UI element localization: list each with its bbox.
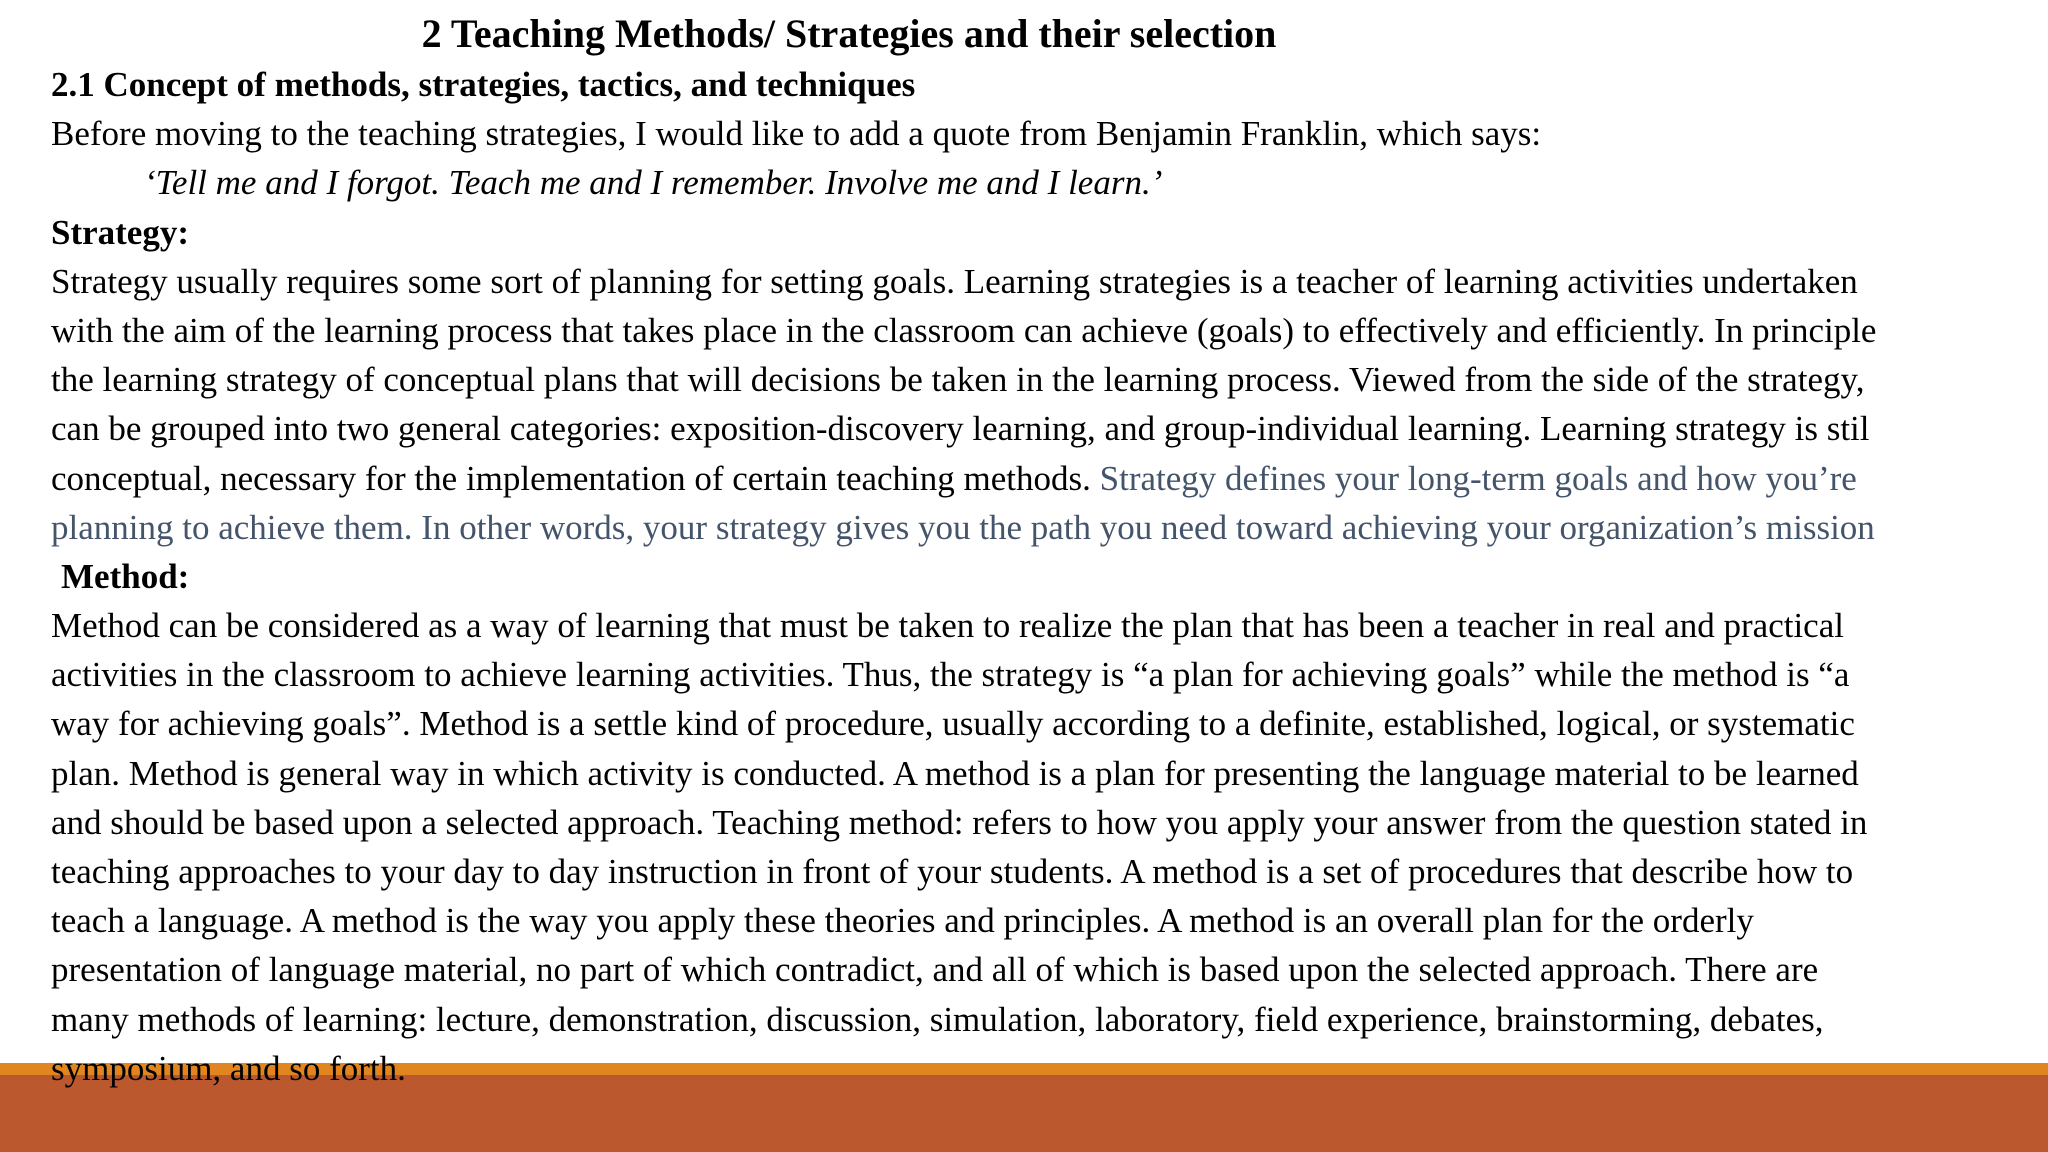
method-line: symposium, and so forth. [51, 1048, 406, 1088]
strategy-line: can be grouped into two general categories: exposition-discovery learning, and group-individual learning. Learning strategy is stil [51, 409, 1870, 449]
method-line: teach a language. A method is the way you apply these theories and principles. A method is an overall plan for the orderly [51, 901, 1754, 941]
method-line: and should be based upon a selected approach. Teaching method: refers to how you apply your answer from the question stated in [51, 802, 1868, 842]
strategy-line: the learning strategy of conceptual plans that will decisions be taken in the learning process. Viewed from the side of the strategy, [51, 360, 1865, 400]
strategy-line-muted: planning to achieve them. In other words, your strategy gives you the path you need toward achieving your organization’s mission [51, 507, 1875, 547]
method-line: activities in the classroom to achieve learning activities. Thus, the strategy is “a plan for achieving goals” while the method is “a [51, 655, 1850, 695]
slide-title: 2 Teaching Methods/ Strategies and their selection [421, 11, 1277, 56]
strategy-heading: Strategy: [51, 212, 190, 252]
method-line: plan. Method is general way in which activity is conducted. A method is a plan for presenting the language material to be learned [51, 753, 1859, 793]
method-line: presentation of language material, no part of which contradict, and all of which is based upon the selected approach. There are [51, 950, 1819, 990]
method-line: many methods of learning: lecture, demonstration, discussion, simulation, laboratory, field experience, brainstorming, debates, [51, 999, 1824, 1039]
franklin-quote: ‘Tell me and I forgot. Teach me and I remember. Involve me and I learn.’ [144, 163, 1163, 203]
method-line: Method can be considered as a way of learning that must be taken to realize the plan that has been a teacher in real and practical [51, 606, 1844, 646]
strategy-line: with the aim of the learning process that takes place in the classroom can achieve (goals) to effectively and efficiently. In principle [51, 310, 1877, 350]
method-line: way for achieving goals”. Method is a settle kind of procedure, usually according to a definite, established, logical, or systematic [51, 704, 1855, 744]
method-line: teaching approaches to your day to day instruction in front of your students. A method is a set of procedures that describe how to [51, 852, 1854, 891]
method-heading: Method: [61, 556, 190, 596]
strategy-line-muted: Strategy defines your long-term goals and how you’re [1099, 458, 1857, 498]
strategy-line-plain: conceptual, necessary for the implementation of certain teaching methods. [51, 458, 1100, 498]
intro-text: Before moving to the teaching strategies, I would like to add a quote from Benjamin Franklin, which says: [51, 114, 1542, 154]
slide-content [51, 8, 2048, 1093]
strategy-line [51, 454, 2048, 503]
section-heading: 2.1 Concept of methods, strategies, tactics, and techniques [51, 65, 916, 104]
strategy-line: Strategy usually requires some sort of planning for setting goals. Learning strategies is a teacher of learning activities undertaken [51, 261, 1858, 301]
